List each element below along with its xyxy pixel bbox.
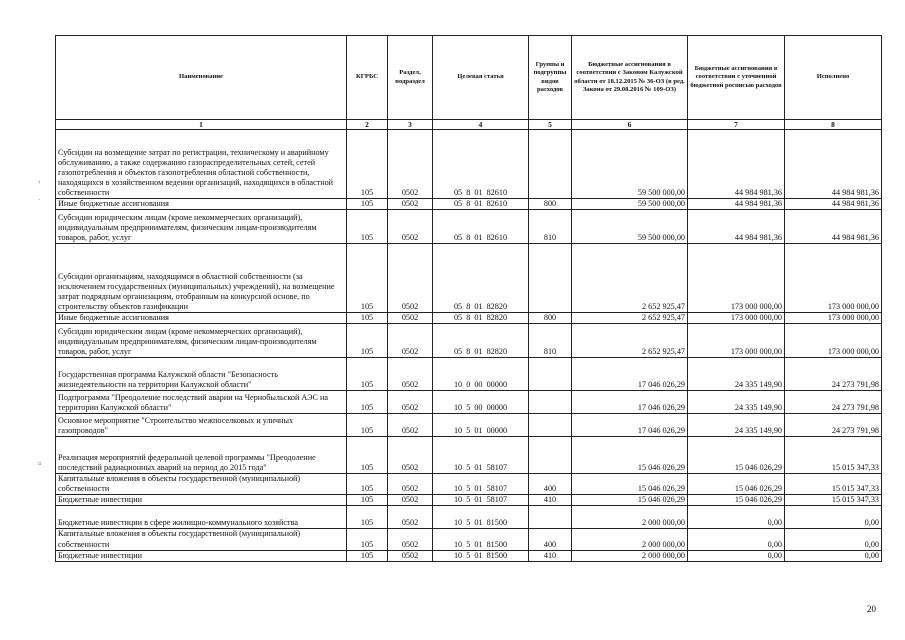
row-group bbox=[529, 244, 572, 313]
row-group: 410 bbox=[529, 550, 572, 561]
row-razdel: 0502 bbox=[388, 391, 433, 414]
header-target: Целевая статья bbox=[433, 36, 529, 120]
row-kgrbs: 105 bbox=[347, 130, 388, 199]
column-number: 8 bbox=[785, 120, 882, 130]
row-group: 800 bbox=[529, 313, 572, 324]
row-name: Реализация мероприятий федеральной целевой программы "Преодоление последствий радиационных аварий на период до 2015 года" bbox=[56, 437, 347, 474]
scan-mark: · bbox=[38, 196, 41, 204]
row-done-amount: 24 273 791,98 bbox=[785, 391, 882, 414]
row-razdel: 0502 bbox=[388, 506, 433, 529]
row-law-amount: 2 652 925,47 bbox=[572, 244, 688, 313]
row-kgrbs: 105 bbox=[347, 199, 388, 210]
header-kgrbs: КГРБС bbox=[347, 36, 388, 120]
row-done-amount: 15 015 347,33 bbox=[785, 474, 882, 495]
row-group bbox=[529, 414, 572, 437]
row-name: Основное мероприятие "Строительство межпоселковых и уличных газопроводов" bbox=[56, 414, 347, 437]
row-razdel: 0502 bbox=[388, 324, 433, 358]
row-kgrbs: 105 bbox=[347, 324, 388, 358]
table-row bbox=[56, 313, 882, 324]
header-razdel: Раздел, подраздел bbox=[388, 36, 433, 120]
row-razdel: 0502 bbox=[388, 210, 433, 244]
row-target: 05 8 01 82610 bbox=[433, 210, 529, 244]
row-kgrbs: 105 bbox=[347, 550, 388, 561]
row-target: 10 5 01 58107 bbox=[433, 495, 529, 506]
table-row bbox=[56, 529, 882, 550]
row-done-amount: 0,00 bbox=[785, 529, 882, 550]
header-group: Группы и подгруппы видов расходов bbox=[529, 36, 572, 120]
column-number: 1 bbox=[56, 120, 347, 130]
row-name: Капитальные вложения в объекты государственной (муниципальной) собственности bbox=[56, 474, 347, 495]
row-kgrbs: 105 bbox=[347, 506, 388, 529]
row-name: Иные бюджетные ассигнования bbox=[56, 199, 347, 210]
row-razdel: 0502 bbox=[388, 358, 433, 391]
table-row bbox=[56, 474, 882, 495]
row-name: Субсидии на возмещение затрат по регистрации, техническому и аварийному обслуживанию, а также содержанию газораспределительных сетей, сетей газопотребления и объектов газопотребления областной собственности, находящихся в хозяйственном ведении организаций, находящихся в областной собственности bbox=[56, 130, 347, 199]
row-refined-amount: 24 335 149,90 bbox=[688, 414, 785, 437]
row-done-amount: 173 000 000,00 bbox=[785, 244, 882, 313]
row-name: Государственная программа Калужской области "Безопасность жизнедеятельности на территории Калужской области" bbox=[56, 358, 347, 391]
row-done-amount: 44 984 981,36 bbox=[785, 130, 882, 199]
row-kgrbs: 105 bbox=[347, 244, 388, 313]
header-row bbox=[56, 36, 882, 120]
row-done-amount: 24 273 791,98 bbox=[785, 414, 882, 437]
table-row bbox=[56, 391, 882, 414]
row-refined-amount: 0,00 bbox=[688, 550, 785, 561]
row-kgrbs: 105 bbox=[347, 495, 388, 506]
row-law-amount: 17 046 026,29 bbox=[572, 391, 688, 414]
row-refined-amount: 173 000 000,00 bbox=[688, 324, 785, 358]
row-refined-amount: 0,00 bbox=[688, 529, 785, 550]
column-number: 7 bbox=[688, 120, 785, 130]
header-refined: Бюджетные ассигнования в соответствии с уточненной бюджетной росписью расходов bbox=[688, 36, 785, 120]
row-target: 05 8 01 82820 bbox=[433, 313, 529, 324]
row-law-amount: 2 000 000,00 bbox=[572, 529, 688, 550]
row-group: 400 bbox=[529, 529, 572, 550]
row-law-amount: 15 046 026,29 bbox=[572, 474, 688, 495]
row-refined-amount: 15 046 026,29 bbox=[688, 474, 785, 495]
row-razdel: 0502 bbox=[388, 437, 433, 474]
row-kgrbs: 105 bbox=[347, 529, 388, 550]
row-group: 410 bbox=[529, 495, 572, 506]
row-refined-amount: 15 046 026,29 bbox=[688, 495, 785, 506]
row-name: Бюджетные инвестиции bbox=[56, 550, 347, 561]
row-group: 810 bbox=[529, 324, 572, 358]
row-done-amount: 44 984 981,36 bbox=[785, 210, 882, 244]
row-refined-amount: 24 335 149,90 bbox=[688, 391, 785, 414]
row-target: 10 5 01 00000 bbox=[433, 414, 529, 437]
row-law-amount: 15 046 026,29 bbox=[572, 437, 688, 474]
table-row bbox=[56, 550, 882, 561]
row-done-amount: 173 000 000,00 bbox=[785, 324, 882, 358]
table-row bbox=[56, 358, 882, 391]
row-done-amount: 0,00 bbox=[785, 506, 882, 529]
row-kgrbs: 105 bbox=[347, 414, 388, 437]
table-row bbox=[56, 244, 882, 313]
row-law-amount: 59 500 000,00 bbox=[572, 130, 688, 199]
row-kgrbs: 105 bbox=[347, 358, 388, 391]
row-kgrbs: 105 bbox=[347, 391, 388, 414]
column-number: 3 bbox=[388, 120, 433, 130]
row-name: Субсидии организациям, находящимся в областной собственности (за исключением государственных (муниципальных) учреждений), на возмещение затрат подрядным организациям, отобранным на конкурсной основе, по строительству объектов газификации bbox=[56, 244, 347, 313]
row-refined-amount: 15 046 026,29 bbox=[688, 437, 785, 474]
row-target: 10 5 01 58107 bbox=[433, 437, 529, 474]
table-row bbox=[56, 199, 882, 210]
row-law-amount: 59 500 000,00 bbox=[572, 210, 688, 244]
row-razdel: 0502 bbox=[388, 130, 433, 199]
column-number: 2 bbox=[347, 120, 388, 130]
row-group: 400 bbox=[529, 474, 572, 495]
row-razdel: 0502 bbox=[388, 474, 433, 495]
row-name: Субсидии юридическим лицам (кроме некоммерческих организаций), индивидуальным предпринимателям, физическим лицам-производителям товаров, работ, услуг bbox=[56, 324, 347, 358]
row-razdel: 0502 bbox=[388, 199, 433, 210]
row-razdel: 0502 bbox=[388, 550, 433, 561]
header-law: Бюджетные ассигнования в соответствии с Законом Калужской области от 18.12.2015 № 36-ОЗ (в ред. Закона от 29.08.2016 № 109-ОЗ) bbox=[572, 36, 688, 120]
row-razdel: 0502 bbox=[388, 529, 433, 550]
row-name: Иные бюджетные ассигнования bbox=[56, 313, 347, 324]
row-done-amount: 15 015 347,33 bbox=[785, 437, 882, 474]
row-law-amount: 17 046 026,29 bbox=[572, 358, 688, 391]
row-target: 10 5 01 58107 bbox=[433, 474, 529, 495]
table-row bbox=[56, 506, 882, 529]
row-kgrbs: 105 bbox=[347, 474, 388, 495]
row-name: Капитальные вложения в объекты государственной (муниципальной) собственности bbox=[56, 529, 347, 550]
row-law-amount: 59 500 000,00 bbox=[572, 199, 688, 210]
row-group bbox=[529, 358, 572, 391]
row-group bbox=[529, 130, 572, 199]
row-target: 05 8 01 82610 bbox=[433, 199, 529, 210]
row-group: 800 bbox=[529, 199, 572, 210]
row-law-amount: 2 000 000,00 bbox=[572, 550, 688, 561]
row-razdel: 0502 bbox=[388, 495, 433, 506]
row-refined-amount: 173 000 000,00 bbox=[688, 313, 785, 324]
table-row bbox=[56, 495, 882, 506]
row-group bbox=[529, 506, 572, 529]
row-refined-amount: 0,00 bbox=[688, 506, 785, 529]
header-done: Исполнено bbox=[785, 36, 882, 120]
row-kgrbs: 105 bbox=[347, 437, 388, 474]
row-law-amount: 2 652 925,47 bbox=[572, 324, 688, 358]
row-target: 05 8 01 82610 bbox=[433, 130, 529, 199]
row-name: Бюджетные инвестиции bbox=[56, 495, 347, 506]
row-razdel: 0502 bbox=[388, 414, 433, 437]
row-name: Бюджетные инвестиции в сфере жилищно-коммунального хозяйства bbox=[56, 506, 347, 529]
row-kgrbs: 105 bbox=[347, 210, 388, 244]
header-name: Наименование bbox=[56, 36, 347, 120]
row-target: 10 0 00 00000 bbox=[433, 358, 529, 391]
row-name: Субсидии юридическим лицам (кроме некоммерческих организаций), индивидуальным предпринимателям, физическим лицам-производителям товаров, работ, услуг bbox=[56, 210, 347, 244]
row-done-amount: 44 984 981,36 bbox=[785, 199, 882, 210]
table-row bbox=[56, 414, 882, 437]
row-group bbox=[529, 391, 572, 414]
scan-mark: ¤ bbox=[38, 460, 42, 468]
row-target: 10 5 01 81500 bbox=[433, 529, 529, 550]
column-number: 6 bbox=[572, 120, 688, 130]
row-group: 810 bbox=[529, 210, 572, 244]
table-row bbox=[56, 210, 882, 244]
row-name: Подпрограмма "Преодоление последствий аварии на Чернобыльской АЭС на территории Калужской области" bbox=[56, 391, 347, 414]
row-law-amount: 17 046 026,29 bbox=[572, 414, 688, 437]
row-target: 10 5 01 81500 bbox=[433, 506, 529, 529]
column-number: 4 bbox=[433, 120, 529, 130]
row-group bbox=[529, 437, 572, 474]
row-razdel: 0502 bbox=[388, 313, 433, 324]
row-done-amount: 24 273 791,98 bbox=[785, 358, 882, 391]
row-target: 05 8 01 82820 bbox=[433, 244, 529, 313]
row-law-amount: 2 652 925,47 bbox=[572, 313, 688, 324]
table-row bbox=[56, 130, 882, 199]
row-refined-amount: 44 984 981,36 bbox=[688, 130, 785, 199]
row-razdel: 0502 bbox=[388, 244, 433, 313]
row-refined-amount: 173 000 000,00 bbox=[688, 244, 785, 313]
row-done-amount: 0,00 bbox=[785, 550, 882, 561]
row-law-amount: 15 046 026,29 bbox=[572, 495, 688, 506]
row-target: 05 8 01 82820 bbox=[433, 324, 529, 358]
row-done-amount: 15 015 347,33 bbox=[785, 495, 882, 506]
row-target: 10 5 00 00000 bbox=[433, 391, 529, 414]
row-refined-amount: 24 335 149,90 bbox=[688, 358, 785, 391]
column-number-row bbox=[56, 120, 882, 130]
scan-mark: ‹ bbox=[38, 178, 41, 186]
row-target: 10 5 01 81500 bbox=[433, 550, 529, 561]
row-done-amount: 173 000 000,00 bbox=[785, 313, 882, 324]
budget-table bbox=[55, 35, 882, 562]
table-row bbox=[56, 437, 882, 474]
row-kgrbs: 105 bbox=[347, 313, 388, 324]
page-number: 20 bbox=[867, 604, 876, 614]
table-row bbox=[56, 324, 882, 358]
column-number: 5 bbox=[529, 120, 572, 130]
row-refined-amount: 44 984 981,36 bbox=[688, 210, 785, 244]
row-refined-amount: 44 984 981,36 bbox=[688, 199, 785, 210]
row-law-amount: 2 000 000,00 bbox=[572, 506, 688, 529]
